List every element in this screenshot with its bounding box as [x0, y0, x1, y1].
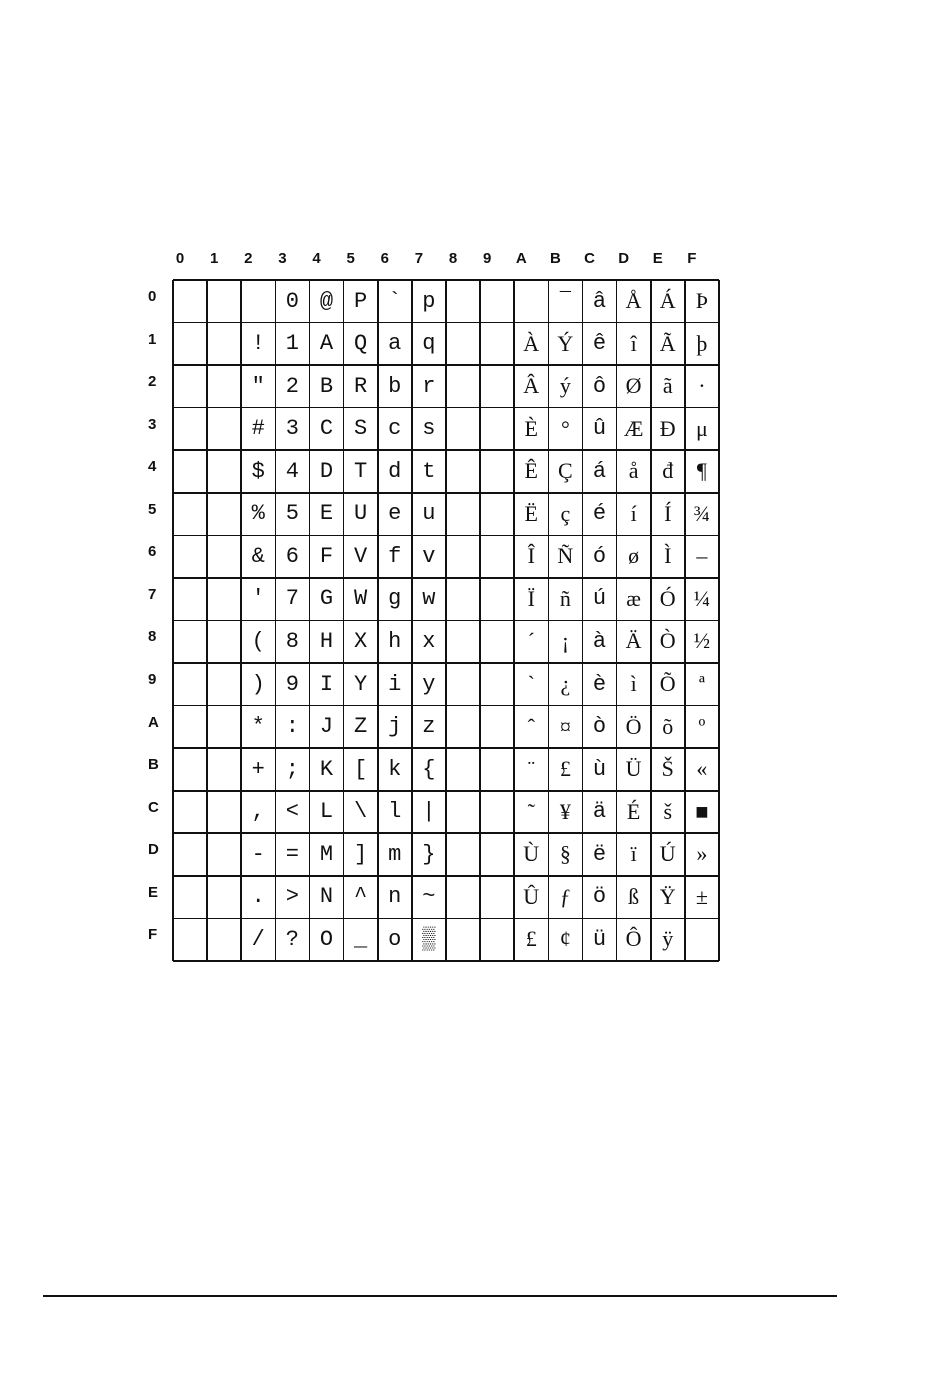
- char-cell-3F: ?: [285, 926, 299, 952]
- char-cell-C1: ê: [592, 331, 607, 357]
- char-cell-EB: Š: [661, 756, 674, 782]
- char-cell-44: D: [319, 458, 334, 484]
- char-cell-28: (: [251, 628, 265, 654]
- char-cell-A0: [514, 280, 548, 322]
- char-cell-74: t: [422, 458, 436, 484]
- char-cell-2F: /: [251, 926, 265, 952]
- char-cell-A4: Ê: [524, 458, 538, 484]
- char-cell-26: &: [251, 543, 265, 569]
- row-header-E: E: [148, 883, 159, 901]
- char-cell-D7: æ: [626, 585, 641, 611]
- column-header-7: 7: [414, 250, 424, 267]
- column-header-5: 5: [346, 250, 355, 267]
- char-cell-E7: Ó: [659, 585, 676, 611]
- char-cell-BF: ¢: [559, 926, 571, 952]
- char-cell-2A: *: [251, 714, 265, 740]
- char-cell-36: 6: [285, 543, 299, 569]
- char-cell-BE: ƒ: [559, 883, 571, 909]
- column-header-E: E: [652, 250, 663, 267]
- char-cell-B4: Ç: [558, 458, 573, 484]
- char-cell-73: s: [422, 416, 436, 442]
- char-cell-24: $: [251, 458, 265, 484]
- char-cell-F3: μ: [695, 415, 708, 441]
- char-cell-31: 1: [285, 331, 299, 357]
- char-cell-B1: Ý: [557, 330, 574, 356]
- char-cell-D8: Ä: [625, 628, 642, 654]
- char-cell-77: w: [422, 586, 436, 612]
- char-cell-F4: ¶: [696, 458, 707, 484]
- char-cell-B8: ¡: [561, 628, 570, 654]
- char-cell-34: 4: [285, 458, 299, 484]
- char-cell-3A: :: [285, 714, 299, 740]
- column-header-6: 6: [380, 250, 389, 267]
- char-cell-7E: ~: [422, 884, 436, 910]
- row-header-D: D: [148, 841, 159, 859]
- char-cell-4D: M: [319, 841, 334, 867]
- char-cell-5B: [: [354, 756, 368, 782]
- char-cell-D1: î: [630, 330, 637, 356]
- char-cell-46: F: [319, 543, 334, 569]
- char-cell-EC: š: [663, 798, 673, 824]
- char-cell-3E: >: [285, 884, 299, 910]
- char-cell-E8: Ò: [659, 628, 676, 654]
- char-cell-CF: ü: [592, 926, 607, 952]
- char-cell-78: x: [422, 628, 436, 654]
- grid-horizontal-line: [173, 960, 719, 962]
- char-cell-C2: ô: [592, 373, 607, 399]
- char-cell-4E: N: [319, 884, 334, 910]
- char-cell-4F: O: [319, 926, 334, 952]
- char-cell-7F: ▒: [422, 926, 436, 952]
- char-cell-64: d: [388, 458, 402, 484]
- char-cell-6C: l: [388, 799, 402, 825]
- char-cell-F0: Þ: [695, 288, 708, 313]
- char-cell-F2: ·: [698, 373, 706, 399]
- char-cell-6E: n: [388, 884, 402, 910]
- row-header-7: 7: [148, 585, 157, 603]
- char-cell-AF: £: [525, 926, 537, 952]
- char-cell-55: U: [354, 501, 368, 527]
- char-cell-61: a: [388, 331, 402, 357]
- char-cell-B2: ý: [559, 373, 571, 399]
- column-header-F: F: [687, 250, 697, 267]
- char-cell-C0: â: [592, 288, 607, 314]
- char-cell-DC: É: [626, 798, 641, 824]
- char-cell-65: e: [388, 501, 402, 527]
- grid-vertical-line: [479, 280, 481, 961]
- char-cell-A5: Ë: [524, 500, 538, 526]
- char-cell-5F: _: [354, 926, 368, 952]
- char-cell-48: H: [319, 628, 334, 654]
- char-cell-A9: `: [527, 671, 535, 697]
- char-cell-54: T: [354, 458, 368, 484]
- char-cell-25: %: [251, 501, 265, 527]
- char-cell-4C: L: [319, 799, 334, 825]
- char-cell-6B: k: [388, 756, 402, 782]
- char-cell-30: 0: [285, 288, 299, 314]
- char-cell-68: h: [388, 628, 402, 654]
- char-cell-2C: ,: [251, 799, 265, 825]
- char-cell-BC: ¥: [559, 798, 571, 824]
- char-cell-56: V: [354, 543, 368, 569]
- char-cell-C9: è: [592, 671, 607, 697]
- char-cell-41: A: [319, 331, 334, 357]
- char-cell-20: [241, 280, 275, 322]
- char-cell-70: p: [422, 288, 436, 314]
- char-cell-53: S: [354, 416, 368, 442]
- char-cell-BA: ¤: [559, 713, 571, 739]
- char-cell-B5: ç: [560, 500, 571, 526]
- char-cell-D3: Æ: [623, 415, 644, 441]
- char-cell-79: y: [422, 671, 436, 697]
- char-cell-FD: »: [696, 841, 708, 867]
- char-cell-E0: Á: [659, 288, 676, 313]
- char-cell-B6: Ñ: [557, 543, 574, 569]
- char-cell-66: f: [388, 543, 402, 569]
- char-cell-F9: ª: [698, 671, 705, 697]
- char-cell-7B: {: [422, 756, 436, 782]
- char-cell-6D: m: [388, 841, 402, 867]
- char-cell-3C: <: [285, 799, 299, 825]
- char-cell-62: b: [388, 373, 402, 399]
- char-cell-AE: Û: [523, 883, 540, 909]
- char-cell-45: E: [319, 501, 334, 527]
- char-cell-EE: Ÿ: [659, 883, 676, 909]
- char-cell-49: I: [319, 671, 334, 697]
- char-cell-CB: ù: [592, 756, 607, 782]
- char-cell-2B: +: [251, 756, 265, 782]
- char-cell-4A: J: [319, 714, 334, 740]
- char-cell-51: Q: [354, 331, 368, 357]
- column-header-4: 4: [312, 250, 321, 267]
- row-header-1: 1: [148, 330, 157, 348]
- char-cell-58: X: [354, 628, 368, 654]
- row-header-5: 5: [148, 500, 157, 518]
- char-cell-F1: þ: [696, 330, 708, 356]
- char-cell-69: i: [388, 671, 402, 697]
- char-cell-59: Y: [354, 671, 368, 697]
- row-header-F: F: [148, 926, 158, 944]
- row-header-9: 9: [148, 671, 157, 689]
- char-cell-FE: ±: [695, 883, 708, 909]
- char-cell-E2: ã: [662, 373, 673, 399]
- row-header-3: 3: [148, 415, 157, 433]
- char-cell-2D: -: [251, 841, 265, 867]
- char-cell-2E: .: [251, 884, 265, 910]
- column-header-8: 8: [448, 250, 458, 267]
- char-cell-D0: Å: [625, 288, 642, 313]
- char-cell-38: 8: [285, 628, 299, 654]
- char-cell-5A: Z: [354, 714, 368, 740]
- column-header-A: A: [515, 250, 527, 267]
- char-cell-AB: ¨: [527, 756, 535, 782]
- char-cell-AD: Ù: [523, 841, 540, 867]
- char-cell-D9: ì: [630, 671, 637, 697]
- char-cell-37: 7: [285, 586, 299, 612]
- char-cell-3B: ;: [285, 756, 299, 782]
- character-code-table: [173, 280, 719, 961]
- char-cell-C7: ú: [592, 586, 607, 612]
- char-cell-6A: j: [388, 714, 402, 740]
- char-cell-40: @: [319, 288, 334, 314]
- char-cell-50: P: [354, 288, 368, 314]
- char-cell-71: q: [422, 331, 436, 357]
- char-cell-3D: =: [285, 841, 299, 867]
- column-header-1: 1: [209, 250, 219, 267]
- row-header-C: C: [148, 798, 159, 816]
- char-cell-5E: ^: [354, 884, 368, 910]
- char-cell-42: B: [319, 373, 334, 399]
- char-cell-E6: Ì: [664, 543, 672, 569]
- char-cell-5C: \: [354, 799, 368, 825]
- char-cell-EF: ÿ: [662, 926, 674, 952]
- char-cell-33: 3: [285, 416, 299, 442]
- char-cell-67: g: [388, 586, 402, 612]
- char-cell-FA: º: [698, 713, 706, 739]
- char-cell-F6: –: [696, 543, 708, 569]
- char-cell-F5: ¾: [693, 500, 711, 526]
- column-header-D: D: [618, 250, 630, 267]
- char-cell-C8: à: [592, 628, 607, 654]
- char-cell-DB: Ü: [625, 756, 642, 782]
- char-cell-35: 5: [285, 501, 299, 527]
- char-cell-AC: ˜: [527, 798, 535, 824]
- char-cell-CA: ò: [592, 714, 607, 740]
- char-cell-60: `: [388, 288, 402, 314]
- char-cell-AA: ˆ: [527, 713, 535, 739]
- char-cell-27: ': [251, 586, 265, 612]
- char-cell-75: u: [422, 501, 436, 527]
- char-cell-C5: é: [592, 501, 607, 527]
- char-cell-DE: ß: [628, 883, 640, 909]
- char-cell-B3: °: [560, 415, 570, 441]
- column-header-0: 0: [175, 250, 185, 267]
- column-header-B: B: [549, 250, 561, 267]
- char-cell-B7: ñ: [559, 585, 571, 611]
- char-cell-A2: Â: [523, 373, 540, 399]
- row-header-8: 8: [148, 628, 157, 646]
- row-header-B: B: [148, 756, 159, 774]
- char-cell-32: 2: [285, 373, 299, 399]
- char-cell-FB: «: [696, 756, 708, 782]
- char-cell-4B: K: [319, 756, 334, 782]
- char-cell-D2: Ø: [625, 373, 642, 399]
- column-header-9: 9: [482, 250, 492, 267]
- char-cell-E5: Í: [664, 500, 672, 526]
- char-cell-ED: Ú: [659, 841, 676, 867]
- char-cell-A6: Î: [527, 543, 535, 569]
- char-cell-B9: ¿: [560, 671, 571, 697]
- char-cell-C3: û: [592, 416, 607, 442]
- footer-rule: [43, 1295, 837, 1297]
- row-header-4: 4: [148, 458, 157, 476]
- char-cell-E3: Đ: [659, 415, 676, 441]
- char-cell-29: ): [251, 671, 265, 697]
- char-cell-A3: È: [524, 415, 538, 441]
- char-cell-E4: đ: [662, 458, 674, 484]
- char-cell-57: W: [354, 586, 368, 612]
- column-header-2: 2: [244, 250, 253, 267]
- char-cell-CD: ë: [592, 841, 607, 867]
- char-cell-7A: z: [422, 714, 436, 740]
- char-cell-EA: õ: [662, 713, 674, 739]
- char-cell-DF: Ô: [625, 926, 642, 952]
- char-cell-DA: Ö: [625, 713, 642, 739]
- char-cell-E1: Ã: [659, 330, 676, 356]
- char-cell-7D: }: [422, 841, 436, 867]
- row-header-0: 0: [148, 288, 157, 305]
- char-cell-6F: o: [388, 926, 402, 952]
- char-cell-D5: í: [630, 500, 637, 526]
- char-cell-F7: ¼: [693, 585, 711, 611]
- char-cell-72: r: [422, 373, 436, 399]
- char-cell-7C: |: [422, 799, 436, 825]
- char-cell-FF: [685, 918, 719, 960]
- char-cell-D4: å: [628, 458, 639, 484]
- char-cell-DD: ï: [630, 841, 637, 867]
- char-cell-C4: á: [592, 458, 607, 484]
- char-cell-A7: Ï: [527, 585, 535, 611]
- char-cell-76: v: [422, 543, 436, 569]
- row-header-6: 6: [148, 543, 157, 561]
- char-cell-BD: §: [559, 841, 571, 867]
- char-cell-39: 9: [285, 671, 299, 697]
- char-cell-CC: ä: [592, 799, 607, 825]
- char-cell-F8: ½: [693, 628, 711, 654]
- char-cell-52: R: [354, 373, 368, 399]
- char-cell-22: ": [251, 373, 265, 399]
- row-header-2: 2: [148, 373, 157, 391]
- char-cell-CE: ö: [592, 884, 607, 910]
- char-cell-BB: £: [559, 756, 571, 782]
- row-header-A: A: [148, 713, 159, 731]
- char-cell-A8: ´: [527, 628, 535, 654]
- column-header-C: C: [584, 250, 595, 267]
- char-cell-D6: ø: [628, 543, 640, 569]
- char-cell-21: !: [251, 331, 265, 357]
- char-cell-43: C: [319, 416, 334, 442]
- char-cell-B0: ¯: [559, 288, 571, 313]
- column-header-3: 3: [278, 250, 287, 267]
- char-cell-5D: ]: [354, 841, 368, 867]
- char-cell-23: #: [251, 416, 265, 442]
- char-cell-A1: À: [523, 330, 540, 356]
- char-cell-FC: ■: [695, 798, 709, 824]
- char-cell-47: G: [319, 586, 334, 612]
- char-cell-E9: Õ: [659, 671, 676, 697]
- char-cell-63: c: [388, 416, 402, 442]
- char-cell-C6: ó: [592, 543, 607, 569]
